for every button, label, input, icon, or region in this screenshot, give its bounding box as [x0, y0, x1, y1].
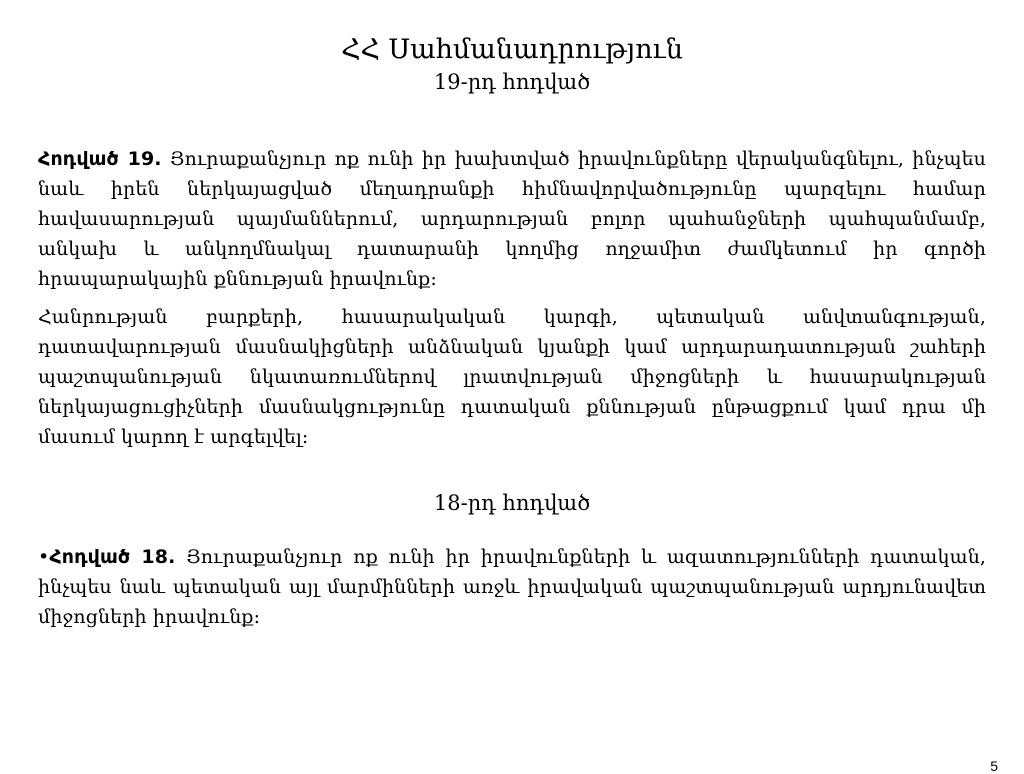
- article-19-text-2: Հանրության բարքերի, հասարակական կարգի, պետական անվտանգության, դատավարության մասնակիցների անձնական կյանքի կամ արդարադատության շահերի պաշտպանության նկատառումներով լրատվության միջոցների և հասարակության ներկայացուցիչների մասնակցությունը դատական քննության ընթացքում կամ դրա մի մասում կարող է արգելվել:: [38, 306, 986, 448]
- article-19-text-1: Յուրաքանչյուր ոք ունի իր խախտված իրավունքները վերականգնելու, ինչպես նաև իրեն ներկայացված մեղադրանքի հիմնավորվածությունը պարզելու համար հավասարության պայմաններում, արդարության բոլոր պահանջների պահպանմամբ, անկախ և անկողմնակալ դատարանի կողմից ողջամիտ ժամկետում իր գործի հրապարակային քննության իրավունք:: [38, 148, 987, 290]
- slide-content: [38, 144, 986, 640]
- bullet-icon: •: [38, 546, 50, 568]
- article-18-text: Յուրաքանչյուր ոք ունի իր իրավունքների և ազատությունների դատական, ինչպես նաև պետական այլ մարմինների առջև իրավական պաշտպանության արդյունավետ միջոցների իրավունք:: [38, 546, 987, 628]
- slide-title: ՀՀ Սահմանադրություն: [341, 34, 683, 65]
- article-19-paragraph-2: [38, 302, 986, 452]
- title-block: [0, 32, 1024, 96]
- article-19-lead: Հոդված 19.: [38, 148, 162, 170]
- section-heading-article-18: 18-րդ հոդված: [433, 491, 591, 515]
- slide-subtitle: 19-րդ հոդված: [433, 70, 591, 94]
- page-number: 5: [990, 758, 998, 774]
- article-19-paragraph-1: [38, 144, 986, 294]
- article-18-paragraph: [38, 542, 986, 632]
- article-18-lead: Հոդված 18.: [49, 546, 176, 568]
